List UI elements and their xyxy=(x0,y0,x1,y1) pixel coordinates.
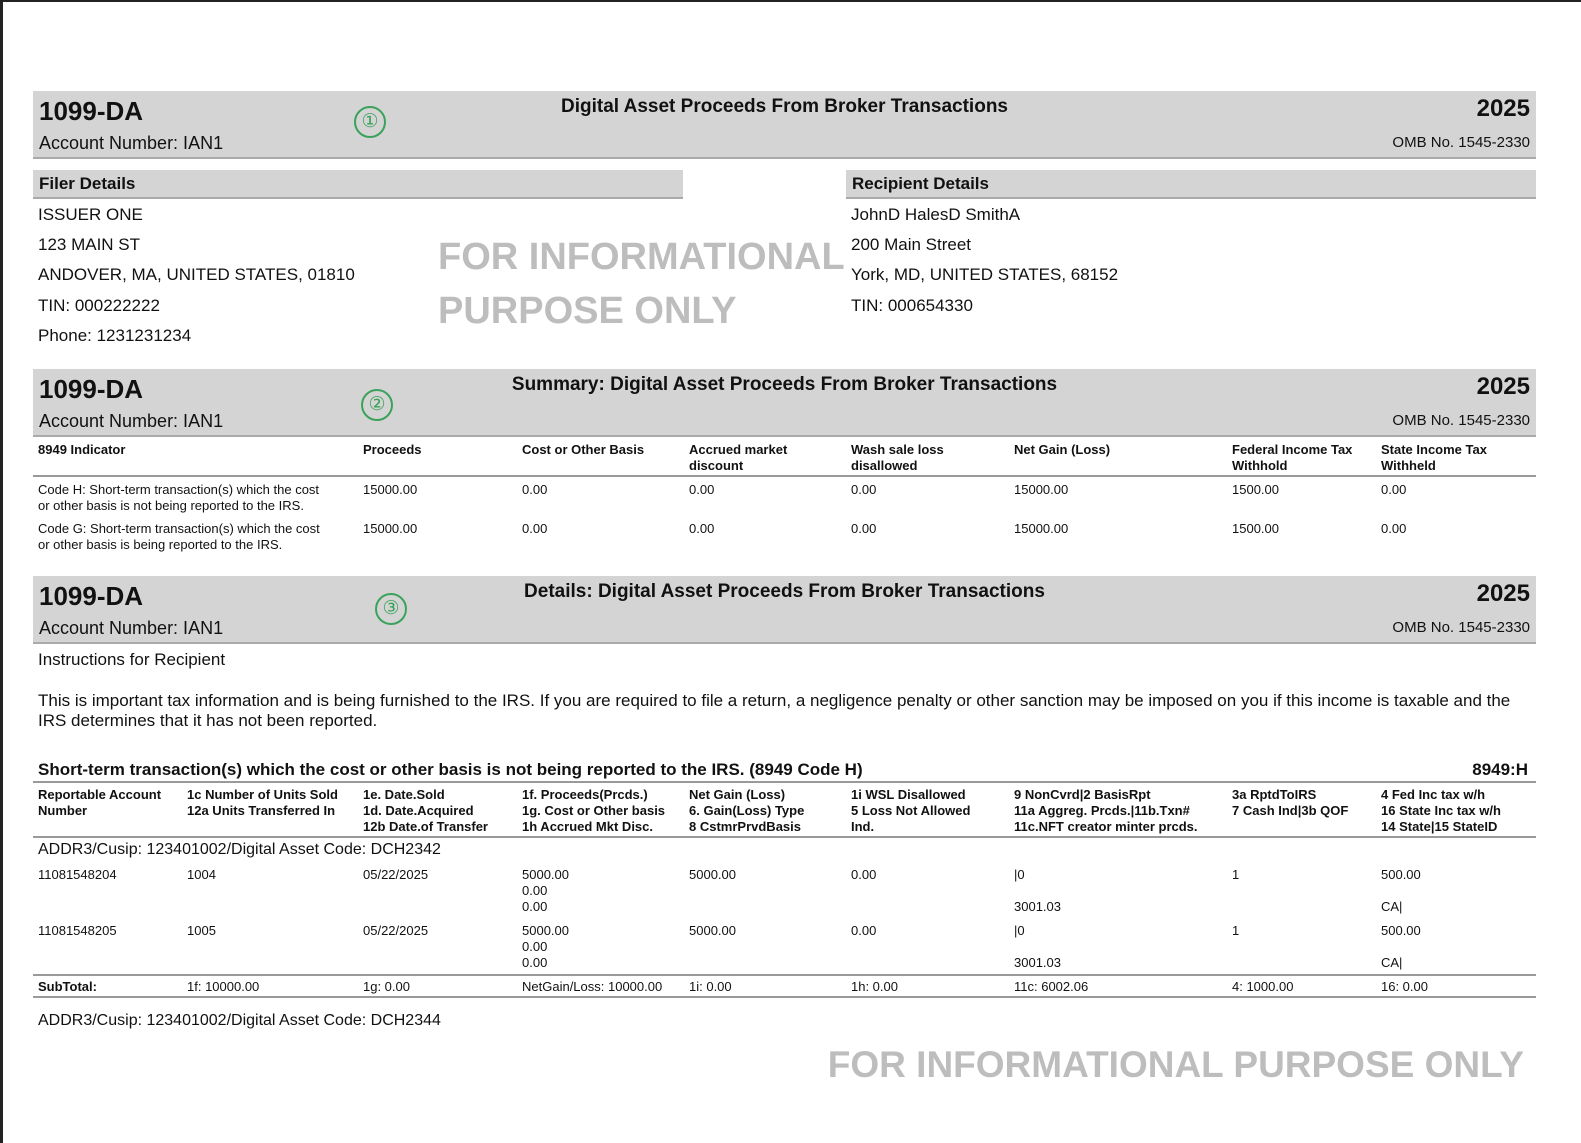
section3-header xyxy=(33,576,1536,644)
form-code: 1099-DA xyxy=(39,581,144,611)
summary-header-accrued: Accrued market discount xyxy=(689,442,788,473)
account-number: Account Number: IAN1 xyxy=(39,411,224,431)
summary-row1-cost: 0.00 xyxy=(522,482,548,497)
details-row2-noncovered: |0 3001.03 xyxy=(1014,923,1061,970)
filer-name: ISSUER ONE xyxy=(38,205,143,224)
summary-row1-netgain: 15000.00 xyxy=(1014,482,1069,497)
summary-row1-statetax: 0.00 xyxy=(1381,482,1407,497)
filer-city: ANDOVER, MA, UNITED STATES, 01810 xyxy=(38,265,355,284)
filer-phone: Phone: 1231231234 xyxy=(38,326,192,345)
details-header-wsl: 1i WSL Disallowed 5 Loss Not Allowed Ind. xyxy=(851,787,971,834)
omb-number: OMB No. 1545-2330 xyxy=(1392,619,1530,636)
details-row1-wsl: 0.00 xyxy=(851,867,877,882)
section2-badge: ② xyxy=(361,389,393,421)
tax-notice: This is important tax information and is being furnished to the IRS. If you are required to file a return, a negligence penalty or other sanction may be imposed on you if this income is taxable and the IRS determines that it has not been reported. xyxy=(38,691,1511,730)
filer-street: 123 MAIN ST xyxy=(38,235,141,254)
details-header-tax: 4 Fed Inc tax w/h 16 State Inc tax w/h 14 State|15 StateID xyxy=(1381,787,1501,834)
subtotal-bottom-rule xyxy=(33,996,1536,998)
section2-header xyxy=(33,369,1536,437)
summary-header-proceeds: Proceeds xyxy=(363,442,422,457)
filer-details-heading: Filer Details xyxy=(33,170,683,199)
details-header-units: 1c Number of Units Sold 12a Units Transferred In xyxy=(187,787,338,818)
details-row2-account: 11081548205 xyxy=(38,923,117,938)
summary-header-wash: Wash sale loss disallowed xyxy=(851,442,944,473)
summary-header-cost: Cost or Other Basis xyxy=(522,442,645,457)
recipient-city: York, MD, UNITED STATES, 68152 xyxy=(851,265,1119,284)
tax-year: 2025 xyxy=(1476,580,1530,607)
details-header-rule xyxy=(33,836,1536,838)
summary-row1-fedtax: 1500.00 xyxy=(1232,482,1279,497)
section3-title: Details: Digital Asset Proceeds From Broker Transactions xyxy=(524,581,1045,602)
frame-top-border xyxy=(0,0,1581,2)
summary-row2-fedtax: 1500.00 xyxy=(1232,521,1279,536)
details-row1-reported: 1 xyxy=(1232,867,1240,882)
summary-row1-wash: 0.00 xyxy=(851,482,877,497)
section1-header xyxy=(33,91,1536,159)
summary-row2-statetax: 0.00 xyxy=(1381,521,1407,536)
details-header-proceeds: 1f. Proceeds(Prcds.) 1g. Cost or Other basis 1h Accrued Mkt Disc. xyxy=(522,787,666,834)
details-row1-date: 05/22/2025 xyxy=(363,867,429,882)
details-row1-noncovered: |0 3001.03 xyxy=(1014,867,1061,914)
summary-row2-indicator: Code G: Short-term transaction(s) which the cost or other basis is being reported to the IRS. xyxy=(38,521,320,552)
group-title-rule xyxy=(33,781,1536,783)
subtotal-1g: 1g: 0.00 xyxy=(363,979,410,994)
tax-year: 2025 xyxy=(1476,95,1530,122)
asset-code-line-1: ADDR3/Cusip: 123401002/Digital Asset Code: DCH2342 xyxy=(38,841,441,858)
recipient-name: JohnD HalesD SmithA xyxy=(851,205,1021,224)
subtotal-4: 4: 1000.00 xyxy=(1232,979,1294,994)
details-row2-wsl: 0.00 xyxy=(851,923,877,938)
details-row2-netgain: 5000.00 xyxy=(689,923,736,938)
details-header-netgain: Net Gain (Loss) 6. Gain(Loss) Type 8 CstmrPrvdBasis xyxy=(689,787,805,834)
subtotal-netgain: NetGain/Loss: 10000.00 xyxy=(522,979,663,994)
asset-code-line-2: ADDR3/Cusip: 123401002/Digital Asset Code: DCH2344 xyxy=(38,1012,441,1029)
section2-title: Summary: Digital Asset Proceeds From Broker Transactions xyxy=(511,374,1058,395)
transaction-group-code: 8949:H xyxy=(1472,760,1528,779)
recipient-tin: TIN: 000654330 xyxy=(851,296,973,315)
details-row1-account: 11081548204 xyxy=(38,867,117,882)
details-header-reported: 3a RptdToIRS 7 Cash Ind|3b QOF xyxy=(1232,787,1349,818)
section3-badge: ③ xyxy=(375,593,407,625)
summary-header-indicator: 8949 Indicator xyxy=(38,442,126,457)
summary-row2-wash: 0.00 xyxy=(851,521,877,536)
subtotal-top-rule xyxy=(33,974,1536,976)
summary-row1-accrued: 0.00 xyxy=(689,482,715,497)
summary-header-netgain: Net Gain (Loss) xyxy=(1014,442,1111,457)
watermark-line-1: FOR INFORMATIONAL xyxy=(438,236,845,278)
details-row1-proceeds: 5000.00 0.00 0.00 xyxy=(522,867,569,914)
summary-row2-proceeds: 15000.00 xyxy=(363,521,418,536)
form-code: 1099-DA xyxy=(39,96,144,126)
account-number: Account Number: IAN1 xyxy=(39,133,224,153)
details-header-noncovered: 9 NonCvrd|2 BasisRpt 11a Aggreg. Prcds.|11b.Txn# 11c.NFT creator minter prcds. xyxy=(1014,787,1198,834)
subtotal-1i: 1i: 0.00 xyxy=(689,979,732,994)
summary-row2-accrued: 0.00 xyxy=(689,521,715,536)
section1-badge: ① xyxy=(354,106,386,138)
details-header-account: Reportable Account Number xyxy=(38,787,162,818)
watermark-line-2: PURPOSE ONLY xyxy=(438,290,737,332)
frame-left-border xyxy=(0,0,3,1143)
section1-title: Digital Asset Proceeds From Broker Transactions xyxy=(560,96,1008,117)
summary-row1-proceeds: 15000.00 xyxy=(363,482,418,497)
details-row1-units: 1004 xyxy=(187,867,216,882)
subtotal-1h: 1h: 0.00 xyxy=(851,979,898,994)
details-header-dates: 1e. Date.Sold 1d. Date.Acquired 12b Date.of Transfer xyxy=(363,787,488,834)
omb-number: OMB No. 1545-2330 xyxy=(1392,134,1530,151)
subtotal-label: SubTotal: xyxy=(38,979,97,994)
account-number: Account Number: IAN1 xyxy=(39,618,224,638)
omb-number: OMB No. 1545-2330 xyxy=(1392,412,1530,429)
subtotal-16: 16: 0.00 xyxy=(1381,979,1428,994)
details-row2-units: 1005 xyxy=(187,923,216,938)
instructions-label: Instructions for Recipient xyxy=(38,650,226,669)
subtotal-1f: 1f: 10000.00 xyxy=(187,979,260,994)
details-row1-tax: 500.00 CA| xyxy=(1381,867,1421,914)
details-row2-tax: 500.00 CA| xyxy=(1381,923,1421,970)
details-row2-reported: 1 xyxy=(1232,923,1240,938)
details-row2-proceeds: 5000.00 0.00 0.00 xyxy=(522,923,569,970)
summary-header-rule xyxy=(33,475,1536,477)
watermark-bottom: FOR INFORMATIONAL PURPOSE ONLY xyxy=(827,1044,1524,1085)
summary-row1-indicator: Code H: Short-term transaction(s) which the cost or other basis is not being reported to the IRS. xyxy=(38,482,320,513)
details-row2-date: 05/22/2025 xyxy=(363,923,429,938)
subtotal-11c: 11c: 6002.06 xyxy=(1014,979,1089,994)
details-row1-netgain: 5000.00 xyxy=(689,867,736,882)
summary-header-statetax: State Income Tax Withheld xyxy=(1381,442,1487,473)
form-code: 1099-DA xyxy=(39,374,144,404)
summary-row2-cost: 0.00 xyxy=(522,521,548,536)
tax-year: 2025 xyxy=(1476,373,1530,400)
summary-header-fedtax: Federal Income Tax Withhold xyxy=(1232,442,1353,473)
recipient-street: 200 Main Street xyxy=(851,235,972,254)
transaction-group-title: Short-term transaction(s) which the cost or other basis is not being reported to the IRS. (8949 Code H) xyxy=(38,760,863,779)
summary-row2-netgain: 15000.00 xyxy=(1014,521,1069,536)
recipient-details-heading: Recipient Details xyxy=(846,170,1536,199)
filer-tin: TIN: 000222222 xyxy=(38,296,160,315)
